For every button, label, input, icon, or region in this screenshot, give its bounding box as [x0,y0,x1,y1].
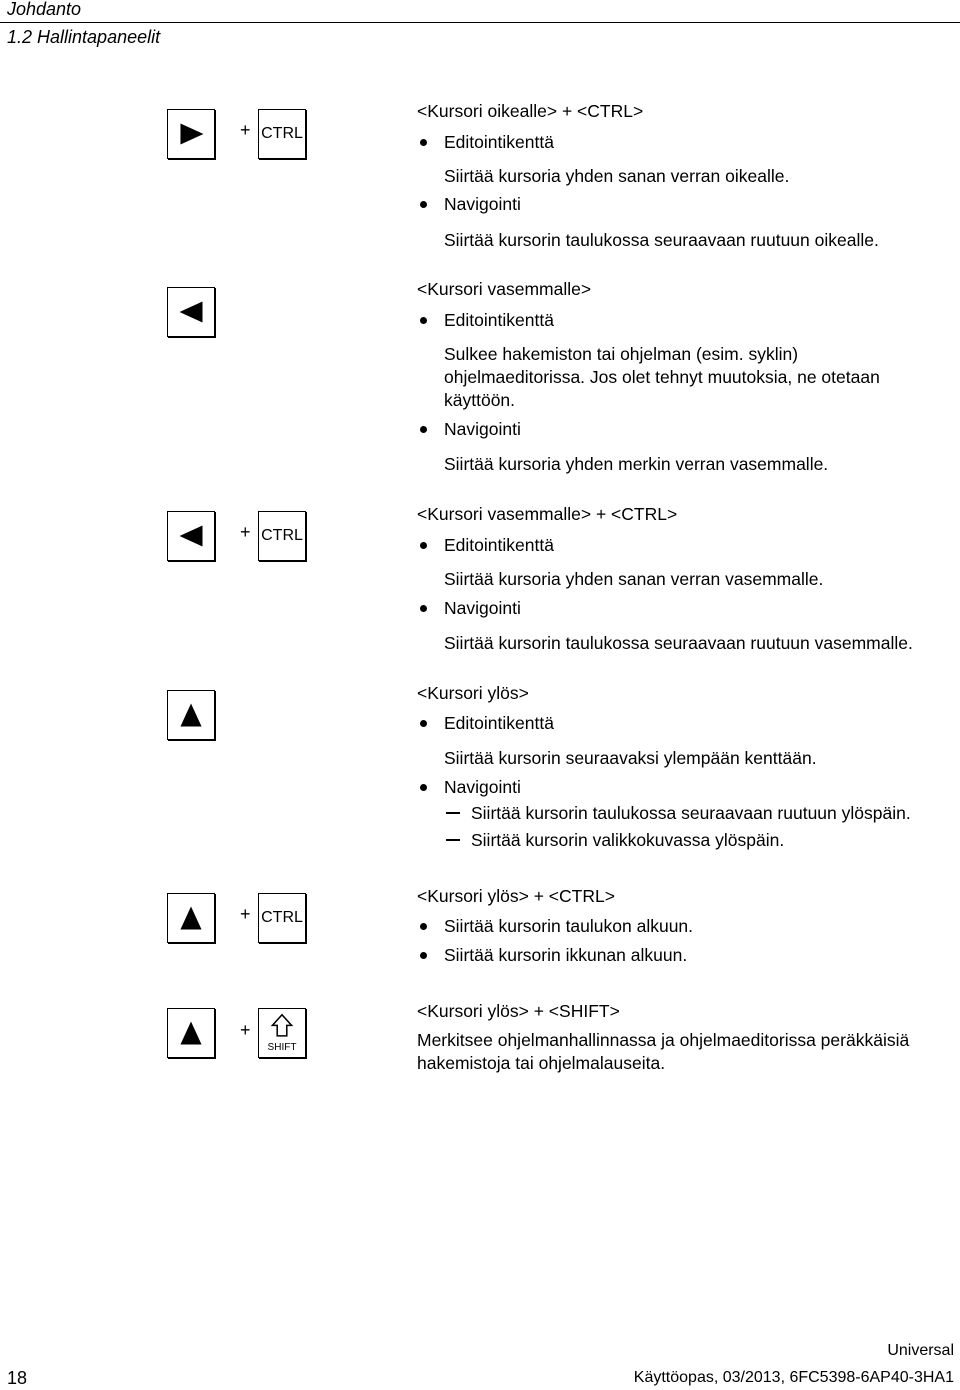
header-rule [0,22,960,23]
sub-item: Siirtää kursorin valikkokuvassa ylöspäin. [471,830,785,850]
arrow-up-icon [168,691,214,739]
item-label: Siirtää kursorin taulukon alkuun. [444,916,694,936]
item-desc: Sulkee hakemiston tai ohjelman (esim. syklin) [444,344,799,364]
bullet [420,317,427,324]
arrow-up-icon [168,1009,214,1057]
arrow-left-icon [168,512,214,560]
ctrl-key-label: CTRL [261,909,303,926]
section-title: <Kursori ylös> [417,683,529,703]
plus-sign: + [240,120,251,140]
footer-edition: Universal [887,1342,954,1359]
bullet [420,426,427,433]
plus-sign: + [240,522,251,542]
item-label: Editointikenttä [444,310,554,330]
item-label: Navigointi [444,419,521,439]
page-number: 18 [7,1368,28,1388]
section-title: <Kursori oikealle> + <CTRL> [417,101,644,121]
header-chapter: Johdanto [7,0,82,19]
item-label: Navigointi [444,194,521,214]
cursor-right-key [167,109,215,159]
bullet [420,720,427,727]
item-label: Editointikenttä [444,132,554,152]
plus-sign: + [240,1020,251,1040]
shift-key [258,1008,306,1058]
ctrl-key-label: CTRL [261,527,303,544]
dash [446,839,460,841]
ctrl-key-label: CTRL [261,125,303,142]
bullet [420,201,427,208]
item-desc: Siirtää kursorin seuraavaksi ylempään kenttään. [444,748,817,768]
bullet [420,952,427,959]
item-label: Editointikenttä [444,713,554,733]
arrow-up-icon [168,894,214,942]
section-text: Merkitsee ohjelmanhallinnassa ja ohjelmaeditorissa peräkkäisiä [417,1030,910,1050]
cursor-left-key [167,511,215,561]
item-desc: Siirtää kursoria yhden merkin verran vasemmalle. [444,454,829,474]
ctrl-key [258,893,306,943]
shift-key-label: SHIFT [267,1042,297,1053]
bullet [420,542,427,549]
section-title: <Kursori vasemmalle> [417,279,592,299]
item-desc: Siirtää kursoria yhden sanan verran vasemmalle. [444,569,824,589]
section-title: <Kursori ylös> + <SHIFT> [417,1001,620,1021]
item-desc: ohjelmaeditorissa. Jos olet tehnyt muutoksia, ne otetaan [444,367,880,387]
item-desc: Siirtää kursorin taulukossa seuraavaan ruutuun vasemmalle. [444,633,913,653]
plus-sign: + [240,904,251,924]
bullet [420,784,427,791]
item-desc: Siirtää kursorin taulukossa seuraavaan ruutuun oikealle. [444,230,879,250]
bullet [420,139,427,146]
ctrl-key [258,109,306,159]
section-text: hakemistoja tai ohjelmalauseita. [417,1053,666,1073]
arrow-right-icon [168,110,214,158]
section-title: <Kursori vasemmalle> + <CTRL> [417,504,678,524]
cursor-left-key [167,287,215,337]
cursor-up-key [167,1008,215,1058]
item-desc: Siirtää kursoria yhden sanan verran oikealle. [444,166,790,186]
item-label: Navigointi [444,598,521,618]
ctrl-key [258,511,306,561]
item-desc: käyttöön. [444,390,516,410]
footer-document-id: Käyttöopas, 03/2013, 6FC5398-6AP40-3HA1 [633,1369,954,1386]
item-label: Editointikenttä [444,535,554,555]
bullet [420,923,427,930]
sub-item: Siirtää kursorin taulukossa seuraavaan ruutuun ylöspäin. [471,803,911,823]
item-label: Siirtää kursorin ikkunan alkuun. [444,945,688,965]
header-section: 1.2 Hallintapaneelit [7,27,161,47]
section-title: <Kursori ylös> + <CTRL> [417,886,615,906]
bullet [420,605,427,612]
item-label: Navigointi [444,777,521,797]
cursor-up-key [167,893,215,943]
cursor-up-key [167,690,215,740]
arrow-left-icon [168,288,214,336]
dash [446,812,460,814]
